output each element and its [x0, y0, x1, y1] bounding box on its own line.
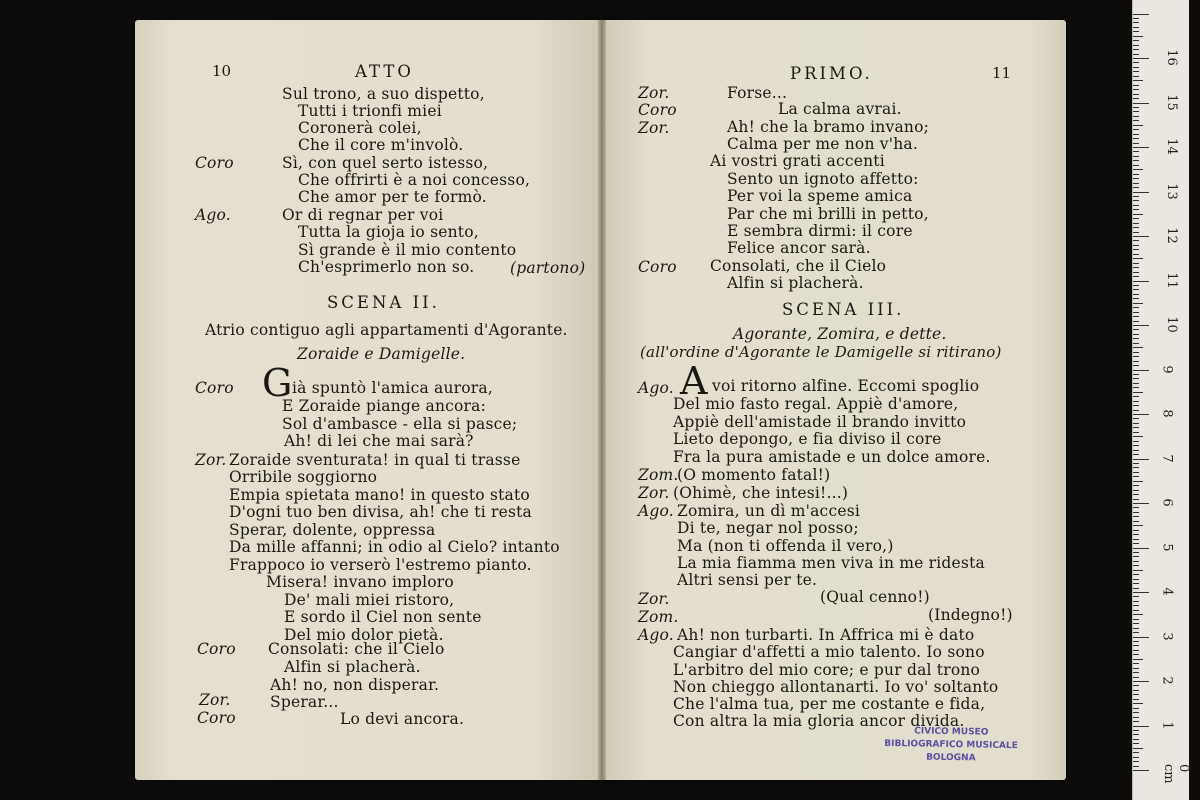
ruler-tick — [1133, 267, 1139, 268]
stage-direction: (all'ordine d'Agorante le Damigelle si ritirano) — [640, 343, 1002, 361]
ruler-tick — [1133, 232, 1139, 233]
ruler-tick — [1133, 263, 1139, 264]
scene-heading: SCENA II. — [327, 293, 440, 312]
verse-line: La mia fiamma men viva in me ridesta — [677, 554, 985, 572]
ruler-tick — [1133, 214, 1143, 215]
ruler-tick — [1133, 325, 1149, 326]
ruler-tick — [1133, 245, 1139, 246]
ruler-tick — [1133, 752, 1139, 753]
ruler-tick — [1133, 485, 1139, 486]
ruler-tick — [1133, 383, 1139, 384]
ruler-tick — [1133, 378, 1139, 379]
verse-line: Ah! di lei che mai sarà? — [284, 432, 474, 450]
ruler-tick — [1133, 632, 1139, 633]
ruler-tick — [1133, 49, 1139, 50]
ruler-tick — [1133, 525, 1143, 526]
verse-line: Fra la pura amistade e un dolce amore. — [673, 448, 991, 466]
ruler-tick — [1133, 36, 1143, 37]
scene-heading: SCENA III. — [782, 300, 905, 319]
verse-line: Or di regnar per voi — [282, 206, 444, 224]
verse-line: Altri sensi per te. — [677, 571, 818, 589]
verse-line: Che offrirti è a noi concesso, — [298, 171, 531, 189]
verse-line: D'ogni tuo ben divisa, ah! che ti resta — [229, 503, 532, 521]
ruler-label: 0 cm — [1161, 764, 1191, 784]
drop-cap: A — [680, 359, 708, 403]
ruler-tick — [1133, 565, 1139, 566]
ruler-tick — [1133, 160, 1139, 161]
ruler-tick — [1133, 677, 1139, 678]
verse-line: Ch'esprimerlo non so. — [298, 258, 475, 276]
right-running-head: PRIMO. — [790, 64, 873, 83]
verse-line: Consolati: che il Cielo — [268, 640, 445, 658]
ruler-tick — [1133, 623, 1139, 624]
ruler-label: 8 — [1159, 409, 1175, 418]
ruler-tick — [1133, 294, 1139, 295]
ruler-tick — [1133, 432, 1139, 433]
ruler-tick — [1133, 539, 1139, 540]
ruler-label: 16 — [1163, 49, 1179, 66]
ruler-tick — [1133, 490, 1139, 491]
ruler-tick — [1133, 481, 1143, 482]
ruler-tick — [1133, 138, 1139, 139]
speaker-label: Zor. — [638, 84, 670, 102]
ruler-tick — [1133, 672, 1139, 673]
verse-line: Ai vostri grati accenti — [710, 152, 885, 170]
ruler-tick — [1133, 272, 1139, 273]
ruler-label: 3 — [1159, 631, 1175, 641]
ruler-tick — [1133, 717, 1139, 718]
ruler-tick — [1133, 534, 1139, 535]
ruler-tick — [1133, 94, 1139, 95]
ruler-tick — [1133, 463, 1139, 464]
ruler-tick — [1133, 125, 1143, 126]
verse-line: Non chieggo allontanarti. Io vo' soltanto — [673, 678, 999, 696]
ruler-tick — [1133, 18, 1139, 19]
ruler-tick — [1133, 467, 1139, 468]
ruler-tick — [1133, 596, 1139, 597]
verse-line: Per voi la speme amica — [727, 187, 913, 205]
speaker-label: Zor. — [638, 590, 670, 608]
ruler-tick — [1133, 98, 1139, 99]
verse-line: Sperar, dolente, oppressa — [229, 521, 436, 539]
ruler-tick — [1133, 129, 1139, 130]
ruler-tick — [1133, 374, 1139, 375]
ruler-tick — [1133, 27, 1139, 28]
ruler-label: 9 — [1159, 364, 1175, 374]
ruler-tick — [1133, 459, 1149, 460]
ruler-tick — [1133, 209, 1139, 210]
ruler-tick — [1133, 22, 1139, 23]
verse-line: Da mille affanni; in odio al Cielo? intanto — [229, 538, 560, 556]
speaker-label: Ago. — [195, 206, 231, 224]
ruler-tick — [1133, 619, 1139, 620]
verse-line: Sento un ignoto affetto: — [727, 170, 919, 188]
ruler-tick — [1133, 40, 1139, 41]
ruler-tick — [1133, 361, 1139, 362]
scene-setting: Atrio contiguo agli appartamenti d'Agorante. — [205, 321, 568, 339]
verse-line: Sol d'ambasce - ella si pasce; — [282, 415, 518, 433]
verse-line: Zoraide sventurata! in qual ti trasse — [229, 451, 521, 469]
stamp-line: BIBLIOGRAFICO MUSICALE — [884, 738, 1018, 752]
verse-line: De' mali miei ristoro, — [284, 591, 455, 609]
ruler-tick — [1133, 54, 1139, 55]
ruler-tick — [1133, 143, 1139, 144]
scene-characters: Zoraide e Damigelle. — [297, 345, 466, 363]
ruler-label: 4 — [1159, 587, 1175, 596]
ruler-label: 7 — [1159, 453, 1175, 463]
ruler-tick — [1133, 223, 1139, 224]
verse-line: Che l'alma tua, per me costante e fida, — [673, 695, 986, 713]
speaker-label: Coro — [195, 154, 234, 172]
verse-line: Ah! che la bramo invano; — [727, 118, 930, 136]
ruler-label: 15 — [1163, 93, 1179, 111]
verse-line: Tutta la gioja io sento, — [298, 223, 479, 241]
ruler-tick — [1133, 329, 1139, 330]
ruler-tick — [1133, 668, 1139, 669]
ruler-tick — [1133, 218, 1139, 219]
verse-line: E Zoraide piange ancora: — [282, 397, 487, 415]
ruler-label: 5 — [1159, 542, 1175, 552]
ruler-tick — [1133, 254, 1139, 255]
ruler-tick — [1133, 80, 1143, 81]
ruler-label: 10 — [1163, 316, 1179, 333]
verse-line: Lieto depongo, e fia diviso il core — [673, 430, 942, 448]
ruler-tick — [1133, 561, 1139, 562]
ruler-tick — [1133, 169, 1143, 170]
verse-line: (Indegno!) — [928, 606, 1013, 624]
left-page-number: 10 — [212, 62, 232, 80]
verse-line: Sul trono, a suo dispetto, — [282, 85, 485, 103]
ruler-tick — [1133, 347, 1143, 348]
ruler-tick — [1133, 637, 1149, 638]
ruler-tick — [1133, 240, 1139, 241]
ruler-tick — [1133, 236, 1149, 237]
measuring-ruler — [1132, 0, 1189, 800]
ruler-tick — [1133, 450, 1139, 451]
ruler-tick — [1133, 507, 1139, 508]
ruler-tick — [1133, 165, 1139, 166]
speaker-label: Zom. — [638, 466, 679, 484]
ruler-tick — [1133, 85, 1139, 86]
verse-line: Che amor per te formò. — [298, 188, 487, 206]
verse-line: Alfin si placherà. — [727, 274, 864, 292]
right-page-number: 11 — [992, 64, 1012, 82]
ruler-tick — [1133, 196, 1139, 197]
ruler-tick — [1133, 249, 1139, 250]
ruler-tick — [1133, 654, 1139, 655]
speaker-label: Coro — [638, 101, 677, 119]
ruler-tick — [1133, 76, 1139, 77]
verse-line: Orribile soggiorno — [229, 468, 378, 486]
ruler-tick — [1133, 107, 1139, 108]
ruler-label: 2 — [1159, 676, 1175, 685]
ruler-tick — [1133, 281, 1149, 282]
ruler-tick — [1133, 174, 1139, 175]
ruler-tick — [1133, 663, 1139, 664]
verse-line: E sordo il Ciel non sente — [284, 608, 482, 626]
verse-line: (O momento fatal!) — [677, 466, 831, 484]
ruler-tick — [1133, 401, 1139, 402]
ruler-tick — [1133, 548, 1149, 549]
verse-line: Del mio dolor pietà. — [284, 626, 444, 644]
ruler-tick — [1133, 67, 1139, 68]
verse-line: Consolati, che il Cielo — [710, 257, 887, 275]
ruler-label: 11 — [1163, 271, 1179, 289]
verse-line: Par che mi brilli in petto, — [727, 205, 929, 223]
ruler-tick — [1133, 334, 1139, 335]
left-running-head: ATTO — [355, 62, 414, 81]
ruler-tick — [1133, 681, 1149, 682]
ruler-tick — [1133, 721, 1139, 722]
ruler-label: 6 — [1159, 498, 1175, 507]
verse-line: Zomira, un dì m'accesi — [677, 502, 861, 520]
ruler-tick — [1133, 58, 1149, 59]
ruler-label: 14 — [1163, 138, 1179, 155]
speaker-label: Zor. — [638, 119, 670, 137]
verse-line: E sembra dirmi: il core — [727, 222, 913, 240]
ruler-tick — [1133, 343, 1139, 344]
ruler-tick — [1133, 610, 1139, 611]
verse-line: voi ritorno alfine. Eccomi spoglio — [712, 377, 980, 395]
ruler-tick — [1133, 423, 1139, 424]
verse-line: Lo devi ancora. — [340, 710, 465, 728]
ruler-tick — [1133, 410, 1139, 411]
ruler-tick — [1133, 276, 1139, 277]
ruler-tick — [1133, 151, 1139, 152]
ruler-tick — [1133, 699, 1139, 700]
speaker-label: Ago. — [638, 626, 674, 644]
ruler-tick — [1133, 570, 1143, 571]
ruler-tick — [1133, 730, 1139, 731]
speaker-label: Zor. — [199, 691, 231, 709]
ruler-tick — [1133, 739, 1139, 740]
verse-line: Sperar... — [270, 693, 339, 711]
ruler-tick — [1133, 156, 1139, 157]
ruler-tick — [1133, 761, 1139, 762]
ruler-tick — [1133, 494, 1139, 495]
verse-line: Appiè dell'amistade il brando invitto — [673, 413, 967, 431]
exit-direction: (partono) — [510, 259, 586, 277]
ruler-tick — [1133, 192, 1149, 193]
verse-line: Del mio fasto regal. Appiè d'amore, — [673, 395, 959, 413]
book-gutter — [598, 20, 606, 780]
verse-line: Sì, con quel serto istesso, — [282, 154, 489, 172]
ruler-tick — [1133, 62, 1139, 63]
stamp-line: CIVICO MUSEO — [914, 726, 989, 738]
ruler-tick — [1133, 552, 1139, 553]
ruler-tick — [1133, 441, 1139, 442]
ruler-tick — [1133, 414, 1149, 415]
ruler-tick — [1133, 726, 1149, 727]
ruler-label: 1 — [1159, 720, 1175, 730]
verse-line: Ah! no, non disperar. — [270, 676, 440, 694]
verse-line: ià spuntò l'amica aurora, — [292, 379, 493, 397]
ruler-tick — [1133, 641, 1139, 642]
ruler-tick — [1133, 45, 1139, 46]
speaker-label: Coro — [638, 258, 677, 276]
ruler-tick — [1133, 592, 1149, 593]
ruler-tick — [1133, 289, 1139, 290]
ruler-tick — [1133, 183, 1139, 184]
ruler-tick — [1133, 427, 1139, 428]
ruler-tick — [1133, 645, 1139, 646]
ruler-tick — [1133, 472, 1139, 473]
ruler-tick — [1133, 521, 1139, 522]
ruler-tick — [1133, 614, 1143, 615]
ruler-tick — [1133, 543, 1139, 544]
ruler-tick — [1133, 703, 1143, 704]
ruler-tick — [1133, 111, 1139, 112]
ruler-tick — [1133, 307, 1139, 308]
ruler-tick — [1133, 650, 1139, 651]
ruler-tick — [1133, 601, 1139, 602]
ruler-tick — [1133, 147, 1149, 148]
speaker-label: Coro — [197, 640, 236, 658]
ruler-tick — [1133, 770, 1149, 771]
ruler-tick — [1133, 503, 1149, 504]
verse-line: Ah! non turbarti. In Affrica mi è dato — [677, 626, 975, 644]
ruler-tick — [1133, 103, 1149, 104]
ruler-tick — [1133, 556, 1139, 557]
ruler-tick — [1133, 227, 1139, 228]
ruler-tick — [1133, 583, 1139, 584]
speaker-label: Zom. — [638, 608, 679, 626]
ruler-tick — [1133, 316, 1139, 317]
ruler-tick — [1133, 588, 1139, 589]
verse-line: Calma per me non v'ha. — [727, 135, 918, 153]
ruler-tick — [1133, 743, 1139, 744]
ruler-tick — [1133, 708, 1139, 709]
ruler-tick — [1133, 579, 1139, 580]
verse-line: La calma avrai. — [778, 100, 902, 118]
ruler-tick — [1133, 321, 1139, 322]
ruler-tick — [1133, 312, 1139, 313]
ruler-tick — [1133, 659, 1143, 660]
verse-line: (Qual cenno!) — [820, 588, 930, 606]
scene-characters: Agorante, Zomira, e dette. — [733, 325, 947, 343]
ruler-tick — [1133, 748, 1143, 749]
ruler-tick — [1133, 303, 1143, 304]
ruler-tick — [1133, 685, 1139, 686]
verse-line: Forse... — [727, 84, 788, 102]
ruler-tick — [1133, 766, 1139, 767]
verse-line: Coronerà colei, — [298, 119, 422, 137]
ruler-tick — [1133, 628, 1139, 629]
ruler-tick — [1133, 120, 1139, 121]
speaker-label: Ago. — [638, 502, 674, 520]
verse-line: Con altra la mia gloria ancor divida. — [673, 712, 965, 730]
ruler-label: 13 — [1163, 182, 1179, 200]
verse-line: L'arbitro del mio core; e pur dal trono — [673, 661, 981, 679]
ruler-tick — [1133, 187, 1139, 188]
ruler-tick — [1133, 418, 1139, 419]
ruler-tick — [1133, 516, 1139, 517]
speaker-label: Coro — [197, 709, 236, 727]
ruler-tick — [1133, 396, 1139, 397]
speaker-label: Zor. — [195, 451, 227, 469]
verse-line: Empia spietata mano! in questo stato — [229, 486, 530, 504]
ruler-tick — [1133, 436, 1143, 437]
ruler-tick — [1133, 31, 1139, 32]
ruler-tick — [1133, 205, 1139, 206]
ruler-tick — [1133, 694, 1139, 695]
ruler-tick — [1133, 574, 1139, 575]
speaker-label: Zor. — [638, 484, 670, 502]
ruler-tick — [1133, 200, 1139, 201]
ruler-tick — [1133, 734, 1139, 735]
speaker-label: Ago. — [638, 379, 674, 397]
ruler-tick — [1133, 499, 1139, 500]
ruler-tick — [1133, 690, 1139, 691]
ruler-tick — [1133, 134, 1139, 135]
ruler-tick — [1133, 454, 1139, 455]
ruler-tick — [1133, 365, 1139, 366]
verse-line: Tutti i trionfi miei — [298, 102, 442, 120]
verse-line: Felice ancor sarà. — [727, 239, 871, 257]
ruler-tick — [1133, 116, 1139, 117]
ruler-tick — [1133, 605, 1139, 606]
ruler-tick — [1133, 338, 1139, 339]
ruler-tick — [1133, 298, 1139, 299]
ruler-tick — [1133, 712, 1139, 713]
verse-line: Frappoco io verserò l'estremo pianto. — [229, 556, 532, 574]
ruler-tick — [1133, 512, 1139, 513]
verse-line: Misera! invano imploro — [266, 573, 454, 591]
verse-line: Di te, negar nol posso; — [677, 519, 859, 537]
speaker-label: Coro — [195, 379, 234, 397]
ruler-tick — [1133, 392, 1143, 393]
ruler-tick — [1133, 530, 1139, 531]
ruler-tick — [1133, 445, 1139, 446]
ruler-tick — [1133, 370, 1149, 371]
ruler-label: 12 — [1163, 227, 1179, 244]
ruler-tick — [1133, 356, 1139, 357]
ruler-tick — [1133, 14, 1149, 15]
verse-line: Che il core m'involò. — [298, 136, 464, 154]
ruler-tick — [1133, 71, 1139, 72]
library-stamp — [874, 725, 1029, 774]
ruler-tick — [1133, 178, 1139, 179]
verse-line: Ma (non ti offenda il vero,) — [677, 537, 894, 555]
drop-cap: G — [262, 361, 293, 405]
stamp-line: BOLOGNA — [926, 752, 976, 764]
ruler-tick — [1133, 405, 1139, 406]
verse-line: Sì grande è il mio contento — [298, 241, 517, 259]
verse-line: (Ohimè, che intesi!...) — [673, 484, 849, 502]
ruler-tick — [1133, 476, 1139, 477]
verse-line: Cangiar d'affetti a mio talento. Io sono — [673, 643, 985, 661]
ruler-tick — [1133, 89, 1139, 90]
ruler-tick — [1133, 352, 1139, 353]
ruler-tick — [1133, 757, 1139, 758]
ruler-tick — [1133, 387, 1139, 388]
verse-line: Alfin si placherà. — [284, 658, 421, 676]
ruler-tick — [1133, 285, 1139, 286]
ruler-tick — [1133, 258, 1143, 259]
